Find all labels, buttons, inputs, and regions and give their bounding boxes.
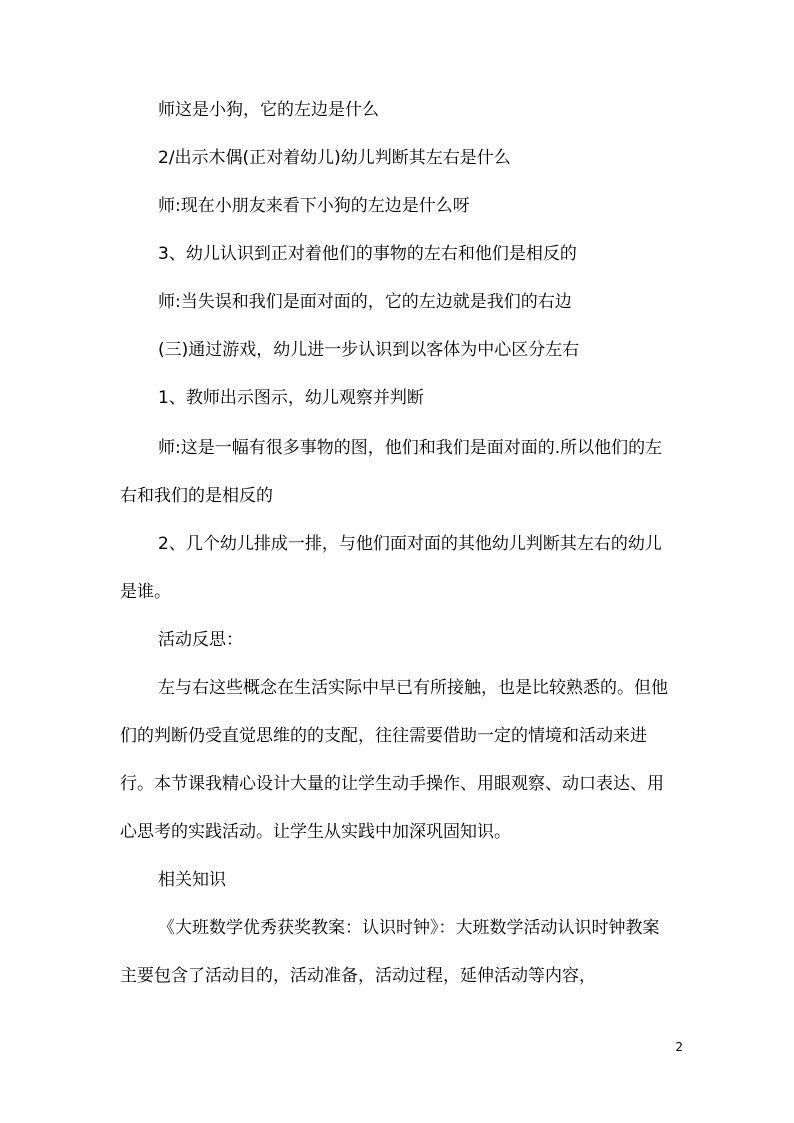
paragraph-6: (三)通过游戏，幼儿进一步认识到以客体为中心区分左右 [158,340,580,360]
paragraph-2: 2/出示木偶(正对着幼儿)幼儿判断其左右是什么 [158,148,511,168]
paragraph-8: 师:这是一幅有很多事物的图，他们和我们是面对面的.所以他们的左右和我们的是相反的 [120,438,663,506]
paragraph-7: 1、教师出示图示，幼儿观察并判断 [158,388,424,408]
paragraph-9: 2、几个幼儿排成一排，与他们面对面的其他幼儿判断其左右的幼儿是谁。 [120,534,662,602]
paragraph-3: 师:现在小朋友来看下小狗的左边是什么呀 [158,196,470,216]
section-heading-related: 相关知识 [158,870,226,890]
section-heading-reflection: 活动反思： [158,630,243,650]
paragraph-4: 3、幼儿认识到正对着他们的事物的左右和他们是相反的 [158,244,577,264]
paragraph-5: 师:当失误和我们是面对面的，它的左边就是我们的右边 [158,292,572,312]
page-number: 2 [675,1040,683,1054]
paragraph-related: 《大班数学优秀获奖教案：认识时钟》：大班数学活动认识时钟教案主要包含了活动目的，活动准备，活动过程，延伸活动等内容， [120,918,660,986]
paragraph-reflection: 左与右这些概念在生活实际中早已有所接触，也是比较熟悉的。但他们的判断仍受直觉思维的的支配，往往需要借助一定的情境和活动来进行。本节课我精心设计大量的让学生动手操作、用眼观察、动口表达、用心思考的实践活动。让学生从实践中加深巩固知识。 [120,678,668,842]
paragraph-1: 师这是小狗，它的左边是什么 [158,100,379,120]
